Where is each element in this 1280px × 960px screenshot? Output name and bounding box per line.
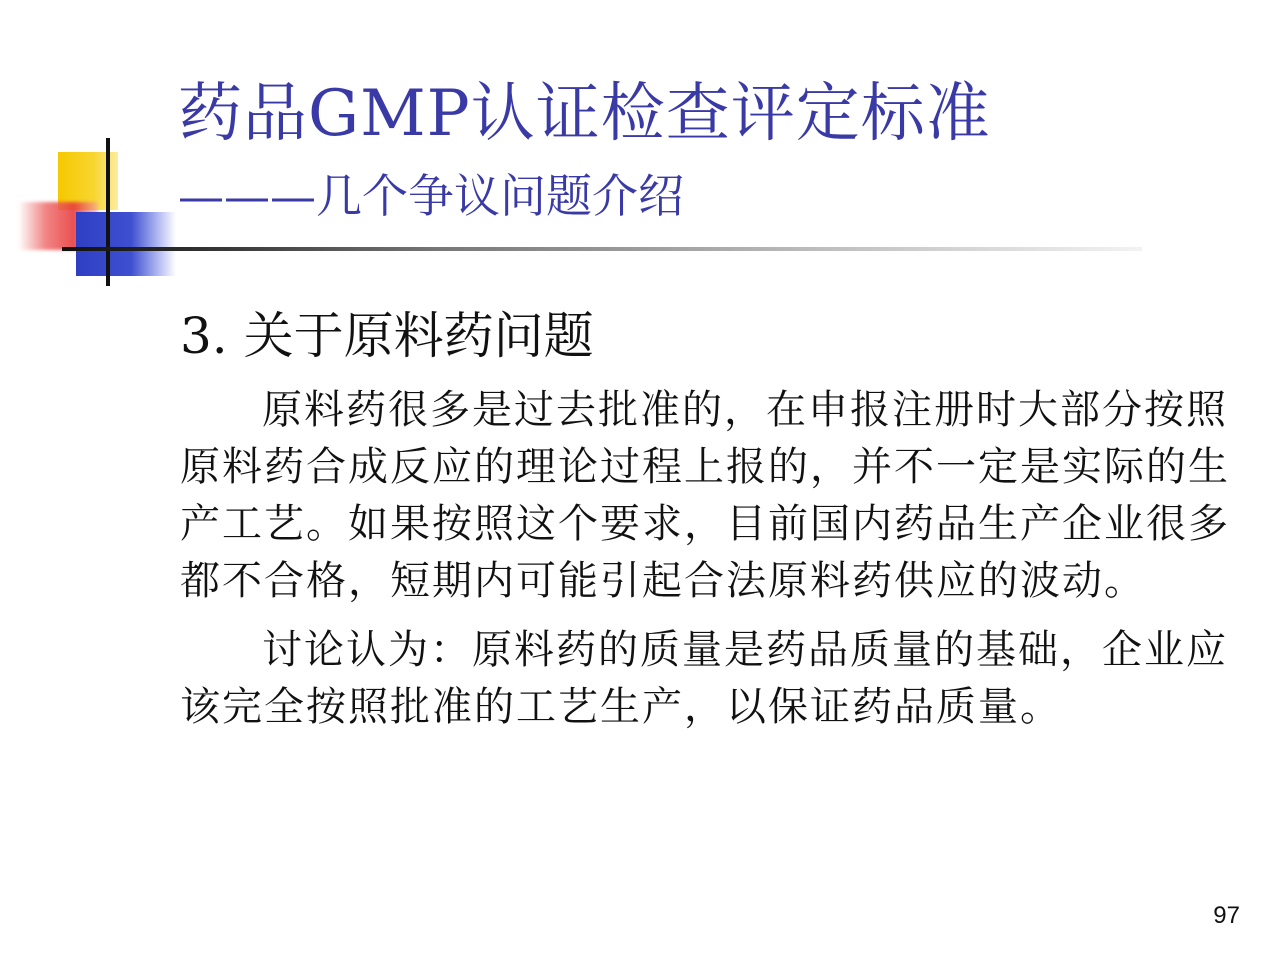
paragraph-2: 讨论认为：原料药的质量是药品质量的基础，企业应该完全按照批准的工艺生产，以保证药品质量。	[180, 627, 1228, 730]
vertical-line-decoration	[106, 138, 110, 286]
slide-subtitle: ———几个争议问题介绍	[178, 169, 684, 223]
title-divider	[62, 247, 1142, 251]
body-text	[180, 382, 1240, 736]
decorative-logo-graphic	[0, 0, 200, 300]
paragraph-1: 原料药很多是过去批准的，在申报注册时大部分按照原料药合成反应的理论过程上报的，并不一定是实际的生产工艺。如果按照这个要求，目前国内药品生产企业很多都不合格，短期内可能引起合法原料药供应的波动。	[180, 387, 1230, 604]
slide-title: 药品GMP认证检查评定标准	[178, 77, 991, 151]
section-heading: 3. 关于原料药问题	[180, 307, 594, 365]
blue-square-decoration	[76, 212, 176, 276]
page-number: 97	[1213, 902, 1240, 929]
